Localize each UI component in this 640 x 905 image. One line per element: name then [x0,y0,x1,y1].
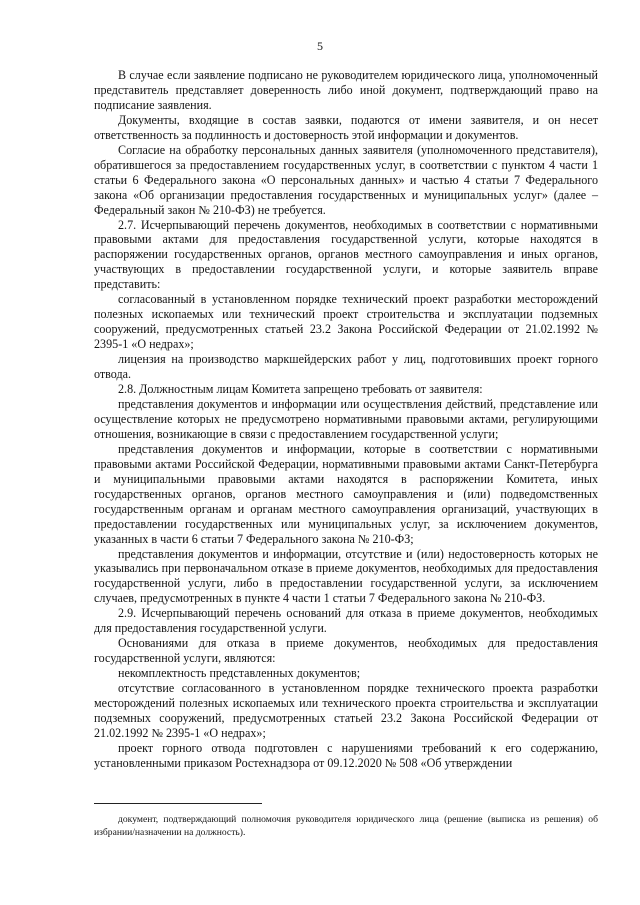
page-number: 5 [317,39,323,53]
paragraph: представления документов и информации или осуществления действий, представление или осуществление которых не предусмотрено нормативными правовыми актами, регулирующими отношения, возникающие в связи с предоставлением государственной услуги; [94,396,598,441]
paragraph: отсутствие согласованного в установленном порядке технического проекта разработки месторождений полезных ископаемых или технического проекта строительства и эксплуатации подземных сооружений, предусмотренных статьей 23.2 Закона Российской Федерации от 21.02.1992 № 2395-1 «О недрах»; [94,681,598,740]
paragraph: проект горного отвода подготовлен с нарушениями требований к его содержанию, установленными приказом Ростехнадзора от 09.12.2020 № 508 «Об утверждении [94,740,598,770]
paragraph: 2.7. Исчерпывающий перечень документов, необходимых в соответствии с нормативными правовыми актами для предоставления государственной услуги, которые находятся в распоряжении государственных органов, органов местного самоуправления и иных органов, участвующих в предоставлении государственной услуги, и которые заявитель вправе представить: [94,217,598,292]
footnote-text: документ, подтверждающий полномочия руководителя юридического лица (решение (выписка из решения) об избрании/назначении на должность). [94,814,598,839]
paragraph: 2.9. Исчерпывающий перечень оснований для отказа в приеме документов, необходимых для предоставления государственной услуги. [94,606,598,636]
paragraph: В случае если заявление подписано не руководителем юридического лица, уполномоченный представитель представляет доверенность либо иной документ, подтверждающий право на подписание заявления. [94,68,598,112]
paragraph: Основаниями для отказа в приеме документов, необходимых для предоставления государственной услуги, являются: [94,636,598,666]
paragraph: Документы, входящие в состав заявки, подаются от имени заявителя, и он несет ответственность за подлинность и достоверность этой информации и документов. [94,112,598,142]
body-text [94,68,598,771]
paragraph: некомплектность представленных документов; [118,666,361,681]
paragraph: представления документов и информации, отсутствие и (или) недостоверность которых не указывались при первоначальном отказе в приеме документов, необходимых для предоставления государственной услуги, либо в предоставлении государственной услуги, за исключением случаев, предусмотренных в пункте 4 части 1 статьи 7 Федерального закона № 210-ФЗ. [94,546,598,606]
paragraph: согласованный в установленном порядке технический проект разработки месторождений полезных ископаемых или технический проект строительства и эксплуатации подземных сооружений, предусмотренных статьей 23.2 Закона Российской Федерации от 21.02.1992 № 2395-1 «О недрах»; [94,292,598,352]
paragraph: 2.8. Должностным лицам Комитета запрещено требовать от заявителя: [118,382,483,397]
paragraph: Согласие на обработку персональных данных заявителя (уполномоченного представителя), обратившегося за предоставлением государственных услуг, в соответствии с пунктом 4 части 1 статьи 6 Федерального закона «О персональных данных» и частью 4 статьи 7 Федерального закона «Об организации предоставления государственных и муниципальных услуг» (далее – Федеральный закон № 210-ФЗ) не требуется. [94,142,598,217]
paragraph: лицензия на производство маркшейдерских работ у лиц, подготовивших проект горного отвода. [94,352,598,382]
footnote-divider [94,803,262,804]
paragraph: представления документов и информации, которые в соответствии с нормативными правовыми актами Российской Федерации, нормативными правовыми актами Санкт-Петербурга и муниципальными правовыми актами находятся в распоряжении Комитета, иных государственных органов, органов местного самоуправления и (или) подведомственных государственным органам и органам местного самоуправления организаций, участвующих в предоставлении государственных или муниципальных услуг, за исключением документов, указанных в части 6 статьи 7 Федерального закона № 210-ФЗ; [94,441,598,546]
